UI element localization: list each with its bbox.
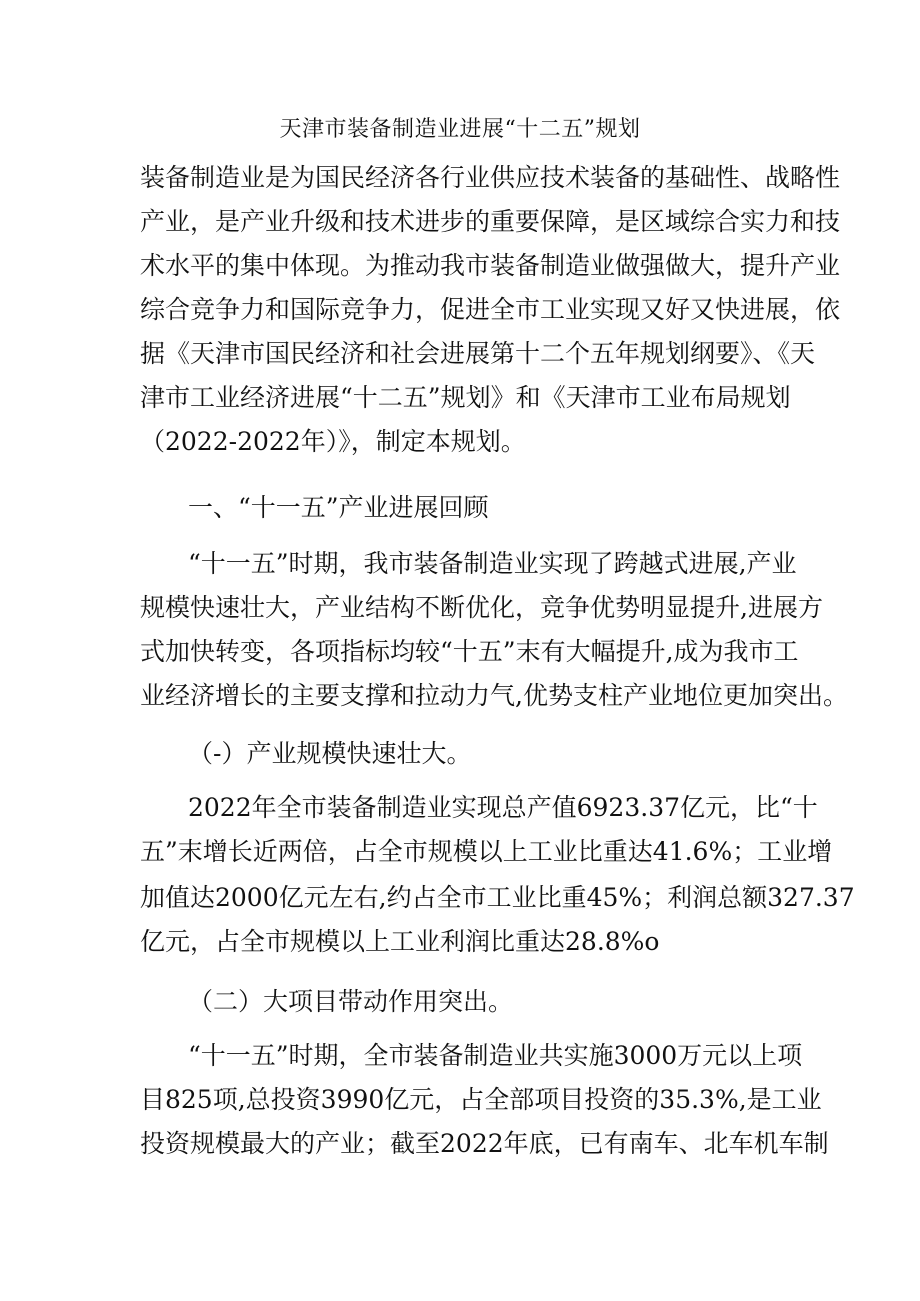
intro-line-4: 综合竞争力和国际竞争力，促进全市工业实现又好又快进展，依 bbox=[140, 295, 841, 324]
document-title: 天津市装备制造业进展“十二五”规划 bbox=[279, 117, 641, 142]
review-line-1: “十一五”时期，我市装备制造业实现了跨越式进展,产业 bbox=[188, 549, 797, 578]
intro-line-2: 产业，是产业升级和技术进步的重要保障，是区域综合实力和技 bbox=[140, 207, 841, 236]
review-line-3: 式加快转变，各项指标均较“十五”末有大幅提升,成为我市工 bbox=[140, 637, 799, 666]
intro-line-7: （2022-2022年）》，制定本规划。 bbox=[140, 427, 526, 456]
subheading-scale: （-）产业规模快速壮大。 bbox=[188, 739, 472, 768]
scale-line-4: 亿元，占全市规模以上工业利润比重达28.8%o bbox=[140, 927, 660, 956]
scale-line-2: 五”末增长近两倍，占全市规模以上工业比重达41.6%；工业增 bbox=[140, 837, 833, 866]
review-line-2: 规模快速壮大，产业结构不断优化，竞争优势明显提升,进展方 bbox=[140, 593, 823, 622]
scale-line-1: 2022年全市装备制造业实现总产值6923.37亿元，比“十 bbox=[188, 793, 818, 822]
projects-line-1: “十一五”时期，全市装备制造业共实施3000万元以上项 bbox=[188, 1041, 803, 1070]
intro-line-6: 津市工业经济进展“十二五”规划》和《天津市工业布局规划 bbox=[140, 383, 791, 412]
review-line-4: 业经济增长的主要支撑和拉动力气,优势支柱产业地位更加突出。 bbox=[140, 681, 848, 710]
scale-line-3: 加值达2000亿元左右,约占全市工业比重45%；利润总额327.37 bbox=[140, 883, 855, 912]
subheading-projects: （二）大项目带动作用突出。 bbox=[188, 987, 514, 1016]
intro-line-5: 据《天津市国民经济和社会进展第十二个五年规划纲要》、《天 bbox=[140, 339, 816, 368]
projects-line-2: 目825项,总投资3990亿元，占全部项目投资的35.3%,是工业 bbox=[140, 1085, 822, 1114]
section-heading-review: 一、“十一五”产业进展回顾 bbox=[188, 493, 489, 522]
intro-line-1: 装备制造业是为国民经济各行业供应技术装备的基础性、战略性 bbox=[140, 163, 841, 192]
intro-line-3: 术水平的集中体现。为推动我市装备制造业做强做大，提升产业 bbox=[140, 251, 841, 280]
projects-line-3: 投资规模最大的产业；截至2022年底，已有南车、北车机车制 bbox=[140, 1129, 829, 1158]
